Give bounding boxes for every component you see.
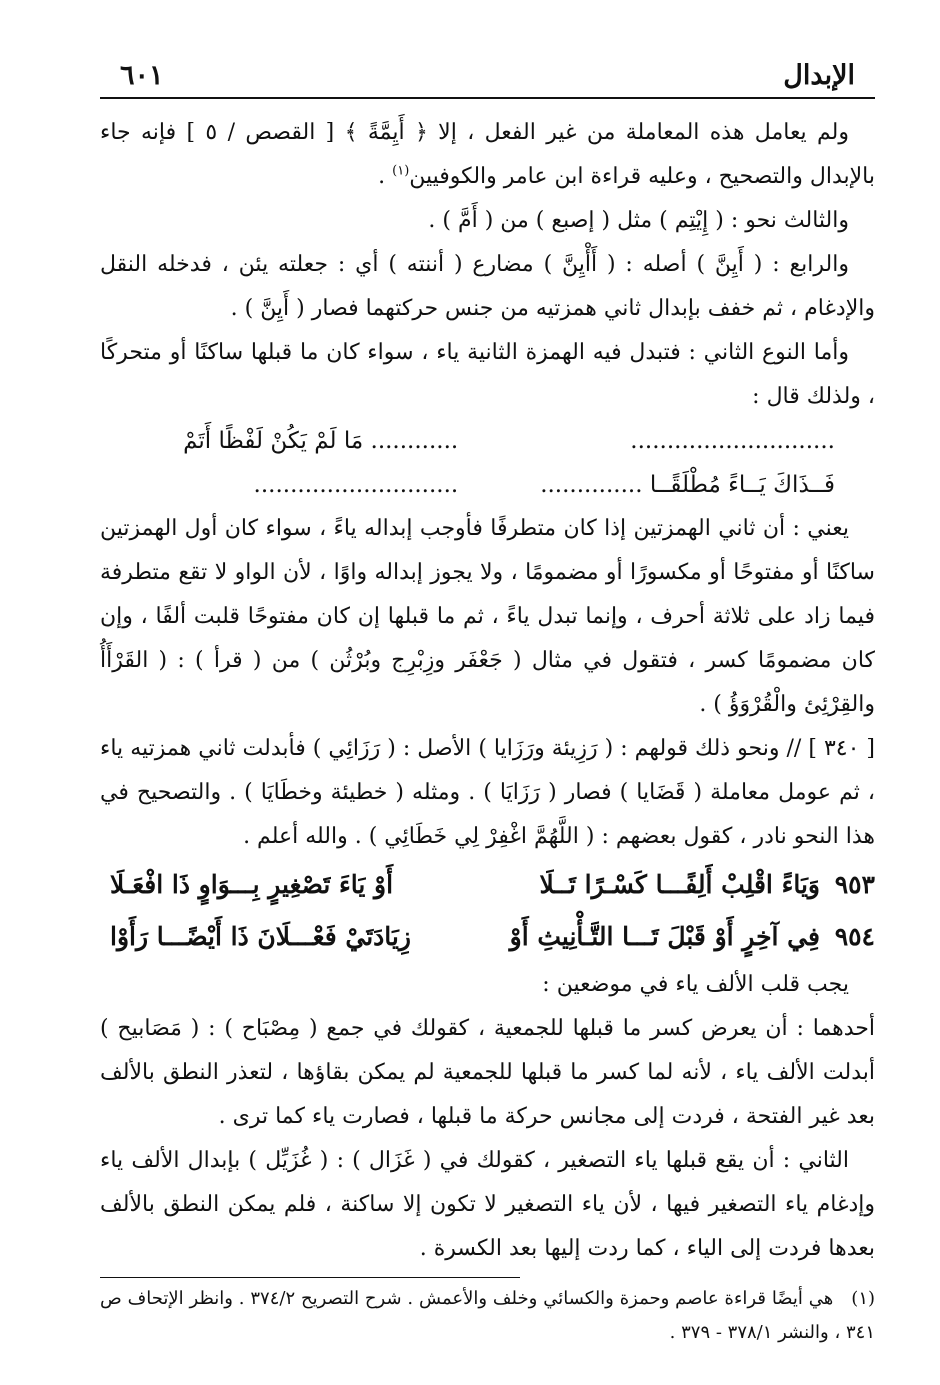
footnote-divider <box>100 1277 520 1278</box>
quoted-verse-left-hemistich: ............................ <box>253 472 459 498</box>
paragraph-2: والثالث نحو : ( إِيْتِم ) مثل ( إصبع ) من ( أَمَّ ) . <box>428 208 849 233</box>
paragraph-6: [ ٣٤٠ ] // ونحو ذلك قولهم : ( رَزِيئة ورَزَايا ) الأصل : ( رَزَائِي ) فأبدلت ثاني همزتيه ياء ، ثم عومل معاملة ( قَضَايا ) فصار ( رَزَايَا ) . ومثله ( خطيئة وخطَايَا ) . والتصحيح في هذا النحو نادر ، كقول بعضهم : ( اللَّهُمَّ اغْفِرْ لِي خَطَائِي ) . والله أعلم . <box>100 736 876 849</box>
alfiyya-verse-954 <box>100 911 875 963</box>
verse-right-hemistich: وَيَاءً اقْلِبْ أَلِفًـــا كَسْـرًا تَــلَا <box>539 870 820 899</box>
verse-number: ٩٥٤ <box>834 922 875 951</box>
paragraph-4: وأما النوع الثاني : فتبدل فيه الهمزة الثانية ياء ، سواء كان ما قبلها ساكنًا أو متحركًا ، ولذلك قال : <box>100 340 875 409</box>
footnote-text: هي أيضًا قراءة عاصم وحمزة والكسائي وخلف والأعمش . شرح التصريح ٣٧٤/٢ . وانظر الإتحاف ص ٣٤١ ، والنشر ٣٧٨/١ - ٣٧٩ . <box>100 1288 875 1343</box>
paragraph-9: الثاني : أن يقع قبلها ياء التصغير ، كقولك في ( غَزَال ) : ( غُزَيِّل ) بإبدال الألف ياء وإدغام ياء التصغير فيها ، لأن ياء التصغير لا تكون إلا ساكنة ، فلم يمكن النطق بالألف بعدها فردت إلى الياء ، كما ردت إليها بعد الكسرة . <box>100 1148 875 1261</box>
verse-right-hemistich: فِي آخِرٍ أَوْ قَبْلَ تَـــا التَّـأْنِيثِ أَوْ <box>509 922 820 951</box>
verse-left-hemistich: أَوْ يَاءَ تَصْغِيرٍ بِـــوَاوٍ ذَا افْعَـلَا <box>110 870 394 899</box>
verse-number: ٩٥٣ <box>834 870 875 899</box>
page-header <box>100 60 875 99</box>
footnote <box>100 1282 875 1350</box>
page-title: الإبدال <box>783 60 855 91</box>
verse-left-hemistich: زِيَادَتَيْ فَعْـــلَانَ ذَا أَيْضًـــا رَأَوْا <box>110 922 411 951</box>
paragraph-8: أحدهما : أن يعرض كسر ما قبلها للجمعية ، كقولك في جمع ( مِصْبَاح ) : ( مَصَابيح ) أبدلت الألف ياء ، لأنه لما كسر ما قبلها للجمعية لم يمكن بقاؤها ، لتعذر النطق بالألف بعد غير الفتحة ، فردت إلى مجانس حركة ما قبلها ، فصارت ياء كما ترى . <box>100 1016 875 1129</box>
paragraph-1: ولم يعامل هذه المعاملة من غير الفعل ، إلا ﴿ أَيِمَّةً ﴾ [ القصص / ٥ ] فإنه جاء بالإبدال والتصحيح ، وعليه قراءة ابن عامر والكوفيين$^{(١)}$ . <box>100 120 875 189</box>
footnote-ref: (١) <box>392 163 410 179</box>
page-number: ٦٠١ <box>120 60 164 91</box>
page-body <box>100 111 875 1350</box>
quoted-verse-row-1 <box>100 419 875 463</box>
quoted-verse-left-hemistich: ............ مَا لَمْ يَكُنْ لَفْظًا أَتَمْ <box>183 428 459 454</box>
alfiyya-verse-953 <box>100 859 875 911</box>
quoted-verse-right-hemistich: ............................ <box>630 428 835 454</box>
paragraph-7: يجب قلب الألف ياء في موضعين : <box>542 972 849 997</box>
paragraph-3: والرابع : ( أَيِنَّ ) أصله : ( أَأْيِنَّ ) مضارع ( أننته ) أي : جعلته يئن ، فدخله النقل والإدغام ، ثم خفف بإبدال ثاني همزتيه من جنس حركتهما فصار ( أَيِنَّ ) . <box>100 252 875 321</box>
paragraph-5: يعني : أن ثاني الهمزتين إذا كان متطرفًا فأوجب إبداله ياءً ، سواء كان أول الهمزتين ساكنًا أو مفتوحًا أو مكسورًا أو مضمومًا ، ولا يجوز إبداله واوًا ، لأن الواو لا تقع متطرفة فيما زاد على ثلاثة أحرف ، وإنما تبدل ياءً ، ثم ما قبلها إن كان مفتوحًا قلبت ألفًا ، وإن كان مضمومًا كسر ، فتقول في مثال ( جَعْفَر وزِبْرِج وبُرْثُن ) من ( قرأ ) : ( القَرْأَأُ والقِرْئِئ والْقُرْوَؤُ ) . <box>100 516 875 717</box>
quoted-verse-right-hemistich: فَــذَاكَ يَــاءً مُطْلَقًــا .............. <box>540 472 835 498</box>
quoted-verse-row-2 <box>100 463 875 507</box>
footnote-number: (١) <box>851 1288 876 1309</box>
